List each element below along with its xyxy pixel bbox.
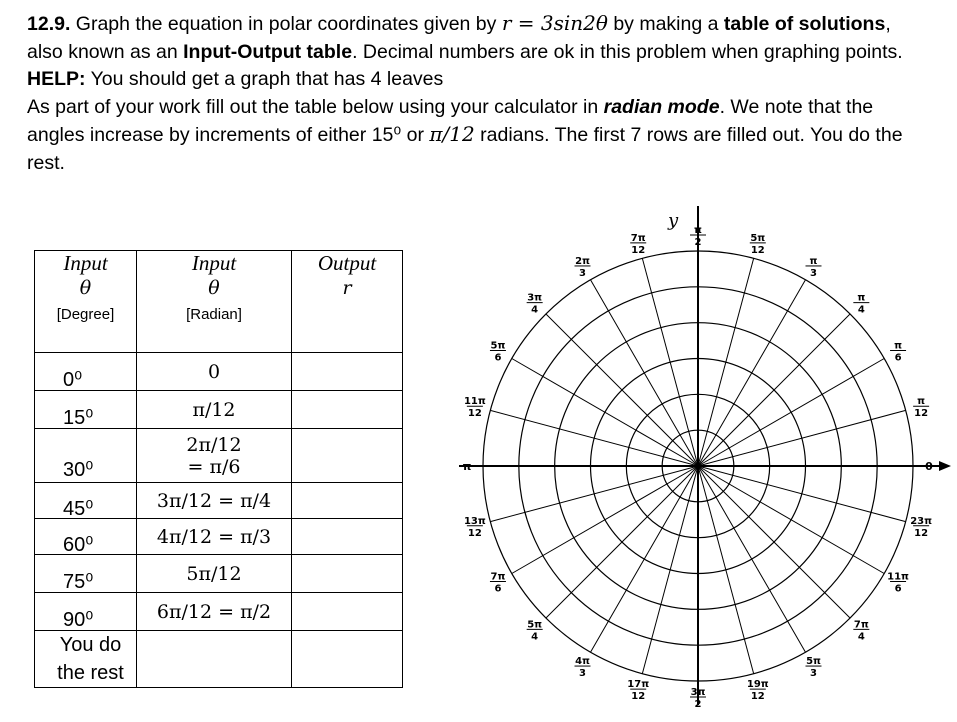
radian-value: 5π/12 [186, 562, 242, 585]
angle-label-numerator: 23π [910, 515, 933, 527]
degree-cell [35, 353, 137, 391]
header-label: Input [63, 251, 108, 275]
angle-label-denominator: 6 [494, 583, 502, 595]
degree-cell [35, 483, 137, 519]
degree-cell [35, 429, 137, 483]
angle-label-numerator: 5π [750, 232, 766, 244]
output-cell[interactable] [292, 631, 403, 688]
output-cell[interactable] [292, 483, 403, 519]
instructions [27, 94, 917, 178]
help-text: You should get a graph that has 4 leaves [85, 68, 444, 90]
radian-value-simplified: = π/6 [187, 455, 241, 478]
angle-label-denominator: 4 [531, 304, 539, 316]
output-cell[interactable] [292, 555, 403, 593]
problem-statement [27, 10, 917, 177]
angle-label-denominator: 3 [810, 668, 817, 680]
header-radian [137, 251, 292, 353]
header-label: Output [317, 251, 377, 275]
angle-label-denominator: 4 [531, 631, 539, 643]
angle-label-numerator: 7π [630, 232, 646, 244]
angle-label-denominator: 12 [750, 691, 765, 703]
instruction-text: radians. The first 7 rows are filled out. You do the rest. [27, 124, 903, 174]
angle-label [464, 516, 486, 539]
instruction-text: . We note that the angles increase by increments of either [27, 95, 874, 146]
angle-label-denominator: 12 [914, 527, 929, 539]
angle-label-numerator: 5π [490, 340, 506, 352]
radian-cell[interactable] [137, 631, 292, 688]
angle-label [575, 256, 591, 279]
problem-text: Graph the equation in polar coordinates given by [70, 13, 502, 35]
header-unit: [Radian] [186, 306, 242, 323]
radian-value: π/12 [192, 398, 236, 421]
angle-label [853, 293, 869, 316]
polar-ray [698, 359, 884, 467]
angle-label-numerator: π [917, 396, 926, 408]
table-row [35, 519, 403, 555]
header-output [292, 251, 403, 353]
angle-label-numerator: 4π [575, 656, 590, 668]
radian-value: 3π/12 = π/4 [156, 489, 272, 512]
header-label: Input [191, 251, 237, 275]
angle-label [690, 687, 706, 710]
radian-value: 2π/12 [186, 433, 242, 456]
angle-label [890, 341, 906, 364]
angle-label [887, 572, 909, 595]
polar-ray [512, 466, 698, 574]
angle-label [806, 256, 822, 279]
angle-label-text: π [462, 460, 472, 473]
y-axis-label: y [668, 210, 679, 231]
help-line [27, 66, 917, 94]
radian-cell [137, 483, 292, 519]
angle-label [806, 656, 822, 679]
angle-label-denominator: 4 [857, 304, 865, 316]
output-cell[interactable] [292, 519, 403, 555]
table-row [35, 391, 403, 429]
angle-label-denominator: 6 [894, 352, 902, 364]
header-symbol: θ [79, 277, 92, 299]
radian-cell [137, 593, 292, 631]
angle-label [925, 460, 933, 473]
angle-label-denominator: 12 [467, 408, 482, 420]
polar-ray [698, 466, 884, 574]
output-cell[interactable] [292, 429, 403, 483]
angle-label-numerator: 5π [527, 619, 543, 631]
polar-ray [698, 466, 806, 652]
angle-label-denominator: 12 [631, 691, 646, 703]
angle-label-denominator: 2 [694, 699, 702, 710]
angle-label [527, 619, 543, 642]
you-do-the-rest-cell [35, 631, 137, 688]
angle-label-denominator: 6 [894, 583, 902, 595]
angle-label [910, 516, 932, 539]
you-do-the-rest-label: You do the rest [57, 634, 124, 684]
angle-label-denominator: 12 [914, 408, 929, 420]
degree-value: 30⁰ [63, 459, 94, 481]
angle-label-numerator: 19π [746, 679, 769, 691]
angle-label [575, 656, 591, 679]
degree-value: 90⁰ [63, 609, 94, 631]
angle-label [750, 233, 766, 256]
polar-ray [546, 314, 698, 466]
angle-label-denominator: 12 [631, 244, 646, 256]
angle-label-numerator: 3π [527, 292, 543, 304]
problem-paragraph [27, 10, 917, 66]
angle-label [490, 341, 506, 364]
problem-text: . Decimal numbers are ok in this problem when graphing points. [352, 40, 903, 63]
angle-label [747, 679, 769, 702]
polar-ray [512, 359, 698, 467]
degree-cell [35, 519, 137, 555]
angle-label-numerator: 3π [690, 687, 706, 698]
degree-value: 45⁰ [63, 498, 94, 520]
radian-cell [137, 555, 292, 593]
angle-label [463, 460, 472, 473]
angle-label-denominator: 3 [579, 267, 586, 279]
angle-label-numerator: π [857, 292, 866, 304]
header-symbol: r [342, 277, 352, 299]
table-row [35, 429, 403, 483]
radian-value: 0 [207, 360, 221, 383]
angle-label [853, 619, 869, 642]
angle-label-numerator: 7π [853, 619, 869, 631]
angle-label-numerator: 2π [575, 255, 590, 267]
radian-value: 4π/12 = π/3 [156, 525, 272, 548]
problem-number: 12.9. [27, 13, 71, 35]
header-symbol: θ [208, 277, 220, 299]
table-header-row [35, 251, 403, 353]
polar-graph-grid[interactable] [455, 200, 955, 710]
angle-label-denominator: 12 [750, 244, 765, 256]
polar-ray [698, 314, 850, 466]
angle-label-numerator: 7π [490, 571, 506, 583]
table-row [35, 483, 403, 519]
degree-cell [35, 391, 137, 429]
output-cell[interactable] [292, 353, 403, 391]
header-unit: [Degree] [56, 306, 115, 323]
output-cell[interactable] [292, 593, 403, 631]
degree-value: 0⁰ [63, 369, 83, 391]
instruction-text: As part of your work fill out the table below using your calculator in [27, 95, 604, 118]
x-axis-arrow [939, 461, 951, 471]
angle-label [690, 225, 706, 248]
input-output-table [34, 250, 403, 688]
radian-increment: π/12 [429, 122, 475, 146]
instruction-text: or [401, 124, 430, 146]
degree-increment: 15⁰ [371, 124, 402, 146]
equation: r = 3sin2θ [501, 11, 608, 35]
degree-cell [35, 593, 137, 631]
polar-ray [591, 466, 699, 652]
table-row [35, 631, 403, 688]
angle-label-denominator: 6 [494, 352, 502, 364]
polar-ray [698, 466, 850, 618]
radian-mode-term: radian mode [603, 95, 720, 118]
polar-ray [546, 466, 698, 618]
angle-label [490, 572, 506, 595]
angle-label-numerator: 17π [627, 679, 650, 691]
radian-cell [137, 429, 292, 483]
angle-label-denominator: 3 [579, 668, 586, 680]
degree-cell [35, 555, 137, 593]
polar-ray [698, 280, 806, 466]
angle-label-denominator: 3 [810, 267, 817, 279]
angle-label-numerator: π [809, 255, 818, 267]
degree-value: 60⁰ [63, 534, 94, 556]
polar-ray [591, 280, 699, 466]
radian-cell [137, 353, 292, 391]
angle-label-numerator: 11π [463, 396, 486, 408]
angle-label-denominator: 2 [694, 237, 702, 248]
table-row [35, 593, 403, 631]
angle-label-numerator: 11π [887, 571, 909, 583]
radian-cell [137, 519, 292, 555]
angle-label-numerator: π [694, 225, 702, 236]
angle-label [627, 679, 649, 702]
angle-label-text: 0 [925, 460, 933, 473]
radian-cell [137, 391, 292, 429]
angle-label-numerator: π [894, 340, 903, 352]
problem-text: by making a [607, 13, 724, 35]
degree-value: 75⁰ [63, 571, 94, 593]
radian-value: 6π/12 = π/2 [156, 600, 272, 623]
angle-label-denominator: 4 [857, 631, 865, 643]
table-row [35, 555, 403, 593]
angle-label [913, 396, 929, 419]
angle-label [527, 293, 543, 316]
input-output-term: Input-Output table [183, 40, 353, 63]
header-degree [35, 251, 137, 353]
output-cell[interactable] [292, 391, 403, 429]
problem-text: , also known as an [27, 13, 891, 63]
angle-label-numerator: 13π [463, 515, 486, 527]
degree-value: 15⁰ [63, 407, 94, 429]
table-row [35, 353, 403, 391]
angle-label-denominator: 12 [467, 527, 482, 539]
table-of-solutions-term: table of solutions [723, 13, 886, 35]
help-label: HELP: [27, 68, 86, 90]
angle-label [630, 233, 646, 256]
angle-label-numerator: 5π [806, 656, 821, 668]
angle-label [464, 396, 486, 419]
